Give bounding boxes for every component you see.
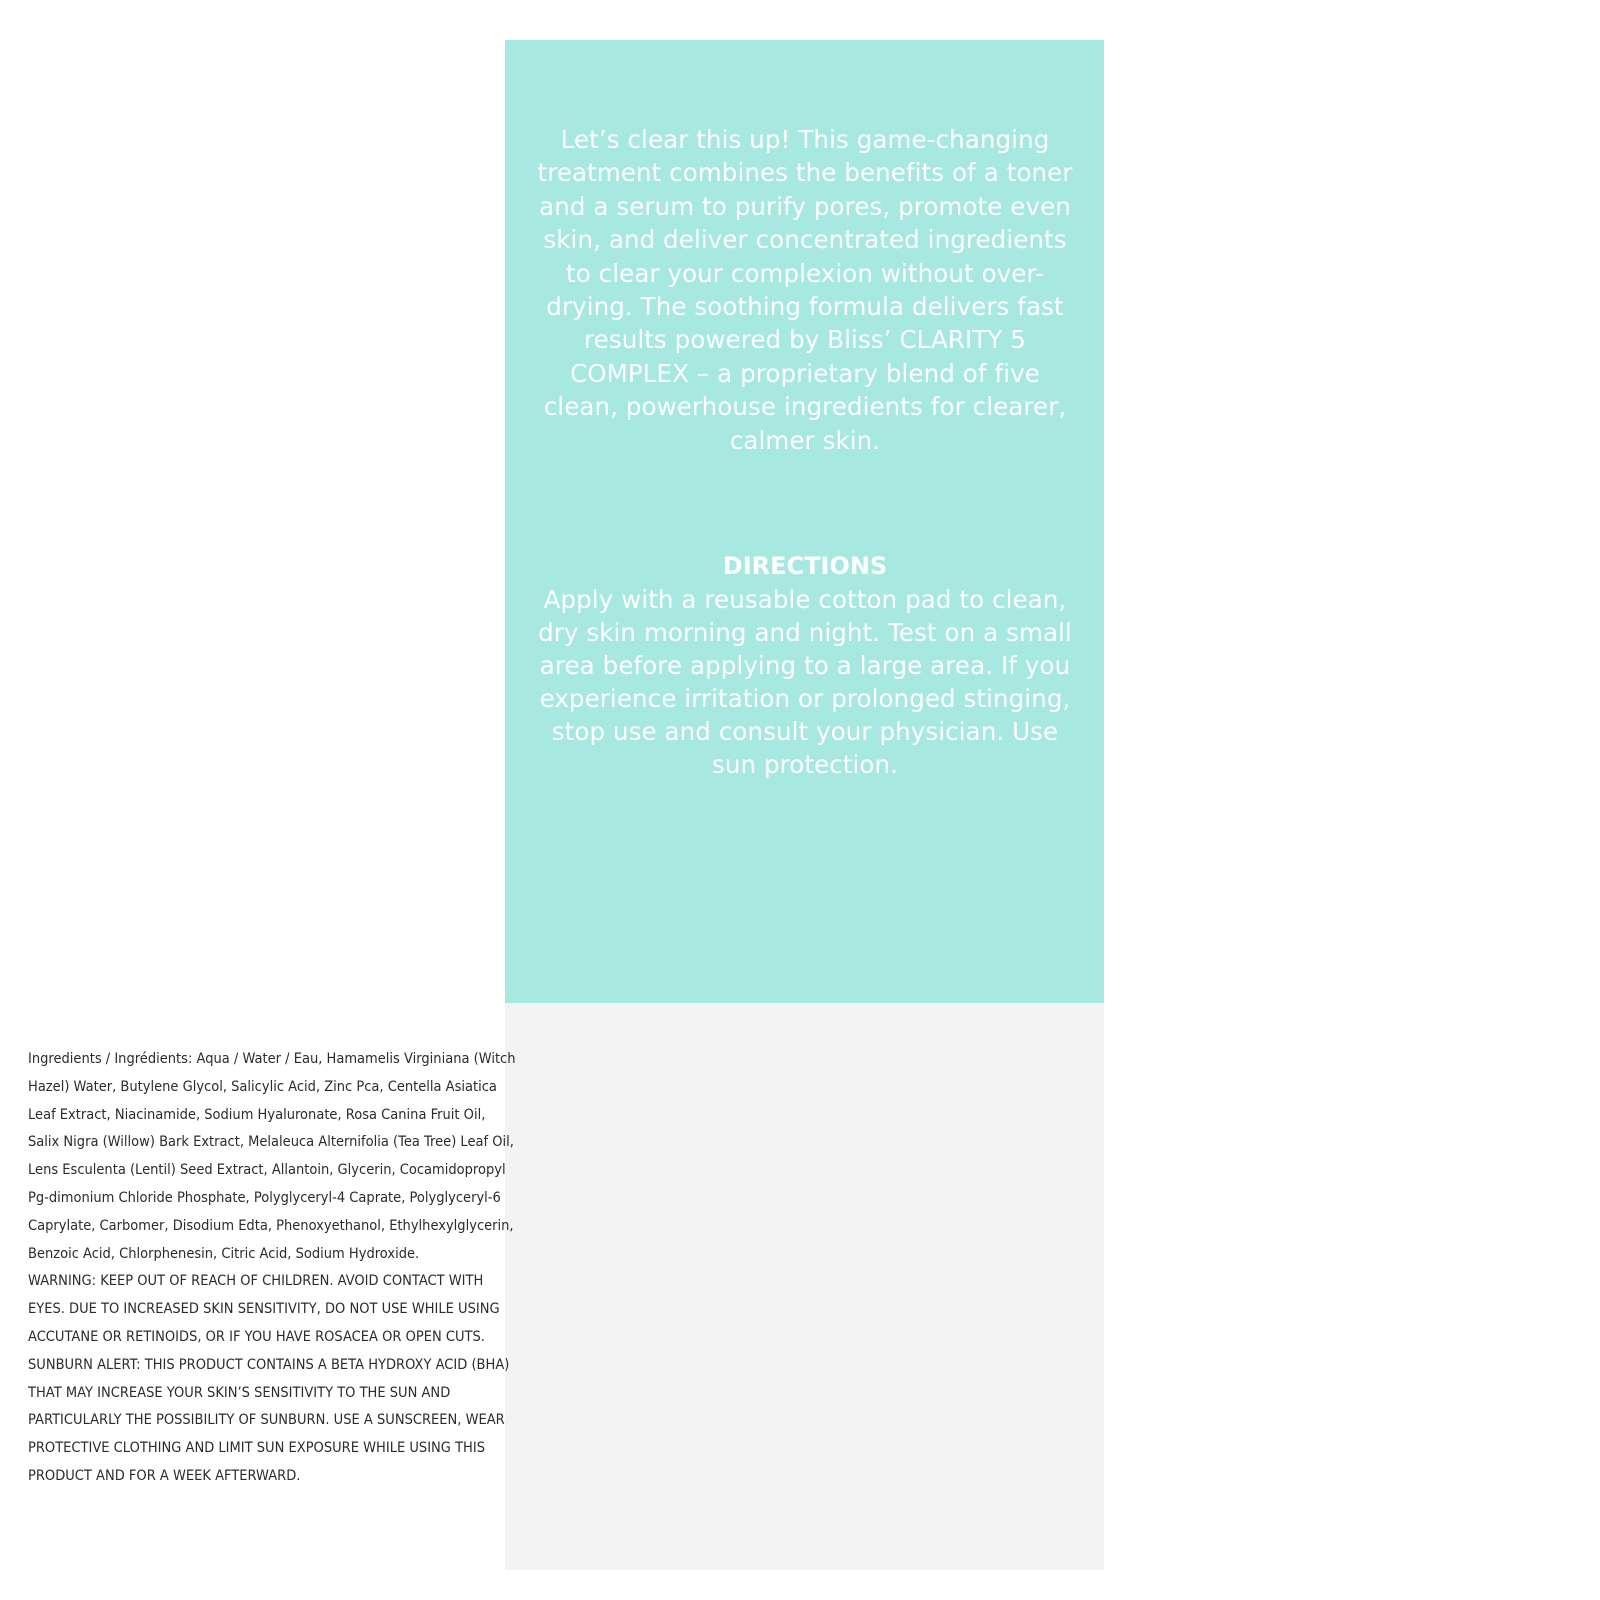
sunburn-alert-text: SUNBURN ALERT: THIS PRODUCT CONTAINS A BETA HYDROXY ACID (BHA) THAT MAY INCREASE YOUR SKIN’S SENSITIVITY TO THE SUN AND PARTICULARLY THE POSSIBILITY OF SUNBURN. USE A SUNSCREEN, WEAR PROTECTIVE CLOTHING AND LIMIT SUN EXPOSURE WHILE USING THIS PRODUCT AND FOR A WEEK AFTERWARD. — [28, 1356, 510, 1484]
product-box-back — [505, 40, 1104, 1570]
directions-text: Apply with a reusable cotton pad to clean, dry skin morning and night. Test on a small area before applying to a large area. If you experience irritation or prolonged stinging, stop use and consult your physician. Use sun protection. — [538, 585, 1072, 779]
directions-heading: DIRECTIONS — [722, 552, 888, 580]
fine-print — [28, 1046, 519, 1491]
product-description: Let’s clear this up! This game-changing treatment combines the benefits of a toner and a serum to purify pores, promote even skin, and deliver concentrated ingredients to clear your complexion without over-drying. The soothing formula delivers fast results powered by Bliss’ CLARITY 5 COMPLEX – a proprietary blend of five clean, powerhouse ingredients for clearer, calmer skin. — [537, 125, 1073, 455]
white-panel — [505, 1003, 1104, 1570]
warning-text: WARNING: KEEP OUT OF REACH OF CHILDREN. AVOID CONTACT WITH EYES. DUE TO INCREASED SKIN SENSITIVITY, DO NOT USE WHILE USING ACCUTANE OR RETINOIDS, OR IF YOU HAVE ROSACEA OR OPEN CUTS. — [28, 1273, 500, 1345]
ingredients-list: Ingredients / Ingrédients: Aqua / Water / Eau, Hamamelis Virginiana (Witch Hazel) Water, Butylene Glycol, Salicylic Acid, Zinc Pca, Centella Asiatica Leaf Extract, Niacinamide, Sodium Hyaluronate, Rosa Canina Fruit Oil, Salix Nigra (Willow) Bark Extract, Melaleuca Alternifolia (Tea Tree) Leaf Oil, Lens Esculenta (Lentil) Seed Extract, Allantoin, Glycerin, Cocamidopropyl Pg-dimonium Chloride Phosphate, Polyglyceryl-4 Caprate, Polyglyceryl-6 Caprylate, Carbomer, Disodium Edta, Phenoxyethanol, Ethylhexylglycerin, Benzoic Acid, Chlorphenesin, Citric Acid, Sodium Hydroxide. — [28, 1051, 516, 1262]
teal-panel — [505, 40, 1104, 1003]
